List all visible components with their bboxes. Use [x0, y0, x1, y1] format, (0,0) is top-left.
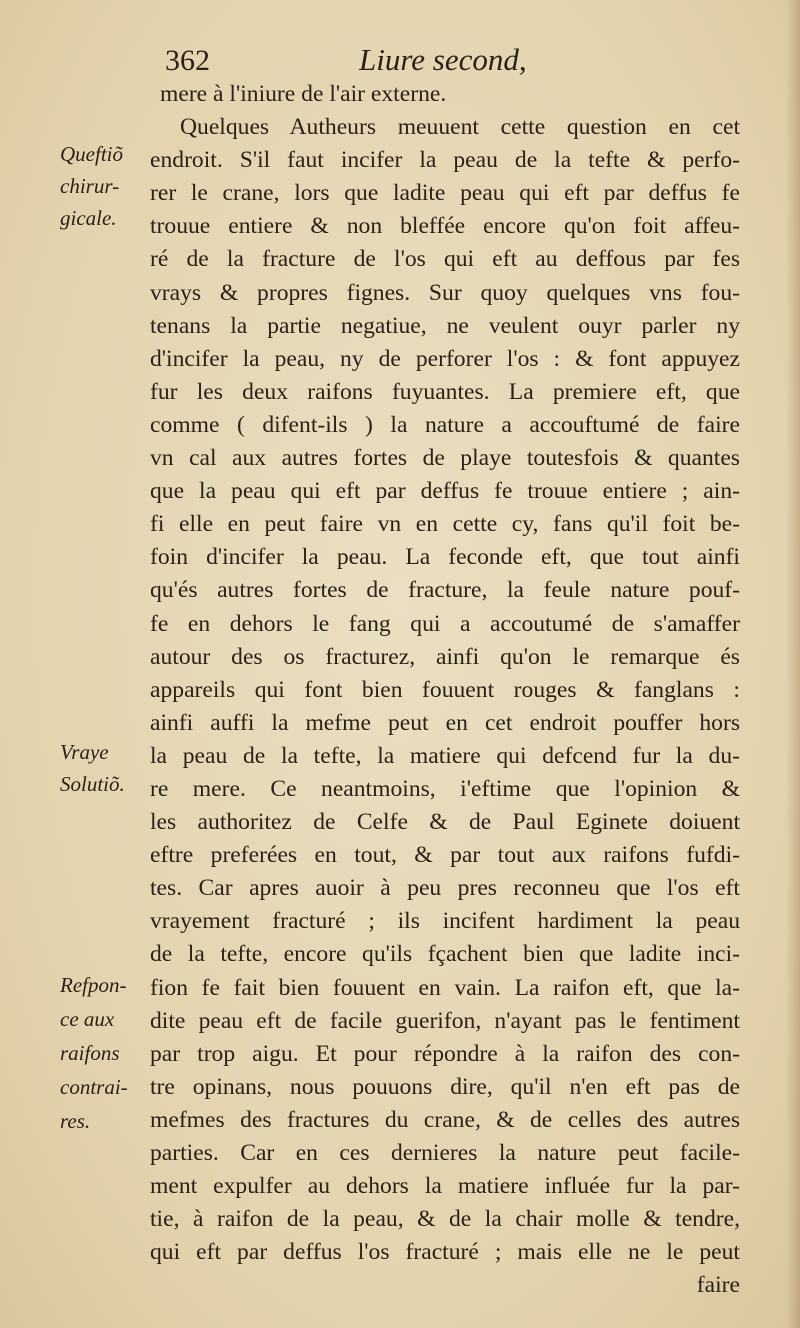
text-line: ment expulfer au dehors la matiere influée fur la par-	[150, 1173, 740, 1200]
text-line: tes. Car apres auoir à peu pres reconneu que l'os eft	[150, 875, 740, 902]
margin-note-solution	[60, 736, 152, 800]
text-line: de la tefte, encore qu'ils fçachent bien que ladite inci-	[150, 941, 740, 968]
margin-note-line: res.	[60, 1109, 91, 1133]
margin-note-question	[60, 138, 152, 234]
text-line: la peau de la tefte, la matiere qui defcend fur la du-	[150, 742, 740, 769]
text-line: d'incifer la peau, ny de perforer l'os : & font appuyez	[150, 345, 740, 372]
text-line: Quelques Autheurs meuuent cette question en cet	[180, 114, 740, 141]
text-line: comme ( difent-ils ) la nature a accouftumé de faire	[150, 411, 740, 438]
text-line: fe en dehors le fang qui a accoutumé de s'amaffer	[150, 610, 740, 637]
text-line: endroit. S'il faut incifer la peau de la tefte & perfo-	[150, 147, 740, 174]
margin-note-line: Refpon-	[60, 973, 127, 997]
text-line: fur les deux raifons fuyuantes. La premiere eft, que	[150, 378, 740, 405]
text-line: re mere. Ce neantmoins, i'eftime que l'opinion &	[150, 775, 740, 802]
text-line: vrayement fracturé ; ils incifent hardiment la peau	[150, 908, 740, 935]
text-line: foin d'incifer la peau. La feconde eft, que tout ainfi	[150, 544, 740, 571]
text-line: fion fe fait bien fouuent en vain. La raifon eft, que la-	[150, 974, 740, 1001]
text-line: dite peau eft de facile guerifon, n'ayant pas le fentiment	[150, 1007, 740, 1034]
body-text	[150, 78, 740, 1302]
page-number: 362	[165, 44, 210, 77]
text-line: mefmes des fractures du crane, & de celles des autres	[150, 1106, 740, 1133]
margin-note-line: Queftiõ	[60, 142, 123, 166]
margin-note-line: Vraye	[60, 740, 109, 764]
margin-note-response	[60, 968, 152, 1138]
margin-note-line: chirur-	[60, 174, 120, 198]
margin-note-line: ce aux	[60, 1007, 115, 1031]
margin-note-line: gicale.	[60, 206, 117, 230]
text-line: tenans la partie negatiue, ne veulent ouyr parler ny	[150, 312, 740, 339]
text-line: eftre preferées en tout, & par tout aux raifons fufdi-	[150, 842, 740, 869]
text-line: parties. Car en ces dernieres la nature peut facile-	[150, 1140, 740, 1166]
text-line: qui eft par deffus l'os fracturé ; mais elle ne le peut	[150, 1239, 740, 1266]
page-edge-shadow	[786, 0, 800, 1328]
text-line: autour des os fracturez, ainfi qu'on le remarque és	[150, 643, 740, 670]
text-line: rer le crane, lors que ladite peau qui eft par deffus fe	[150, 180, 740, 207]
text-line: que la peau qui eft par deffus fe trouue entiere ; ain-	[150, 478, 740, 505]
text-line: tie, à raifon de la peau, & de la chair molle & tendre,	[150, 1206, 740, 1233]
text-line: mere à l'iniure de l'air externe.	[160, 81, 447, 107]
margin-note-line: raifons	[60, 1041, 120, 1065]
text-line: qu'és autres fortes de fracture, la feule nature pouf-	[150, 577, 740, 604]
text-line: appareils qui font bien fouuent rouges & fanglans :	[150, 676, 740, 703]
text-line: ainfi auffi la mefme peut en cet endroit pouffer hors	[150, 709, 740, 736]
text-line: ré de la fracture de l'os qui eft au deffous par fes	[150, 246, 740, 273]
text-line: fi elle en peut faire vn en cette cy, fans qu'il foit be-	[150, 511, 740, 538]
running-title: Liure second,	[359, 42, 527, 77]
text-line: vrays & propres fignes. Sur quoy quelques vns fou-	[150, 279, 740, 306]
text-line: vn cal aux autres fortes de playe toutesfois & quantes	[150, 445, 740, 472]
catchword: faire	[696, 1272, 740, 1299]
text-line: les authoritez de Celfe & de Paul Eginete doiuent	[150, 809, 740, 836]
margin-note-line: Solutiõ.	[60, 772, 125, 796]
margin-note-line: contrai-	[60, 1075, 128, 1099]
text-line: tre opinans, nous pouuons dire, qu'il n'en eft pas de	[150, 1073, 740, 1100]
text-line: trouue entiere & non bleffée encore qu'on foit affeu-	[150, 213, 740, 240]
text-line: par trop aigu. Et pour répondre à la raifon des con-	[150, 1040, 740, 1067]
